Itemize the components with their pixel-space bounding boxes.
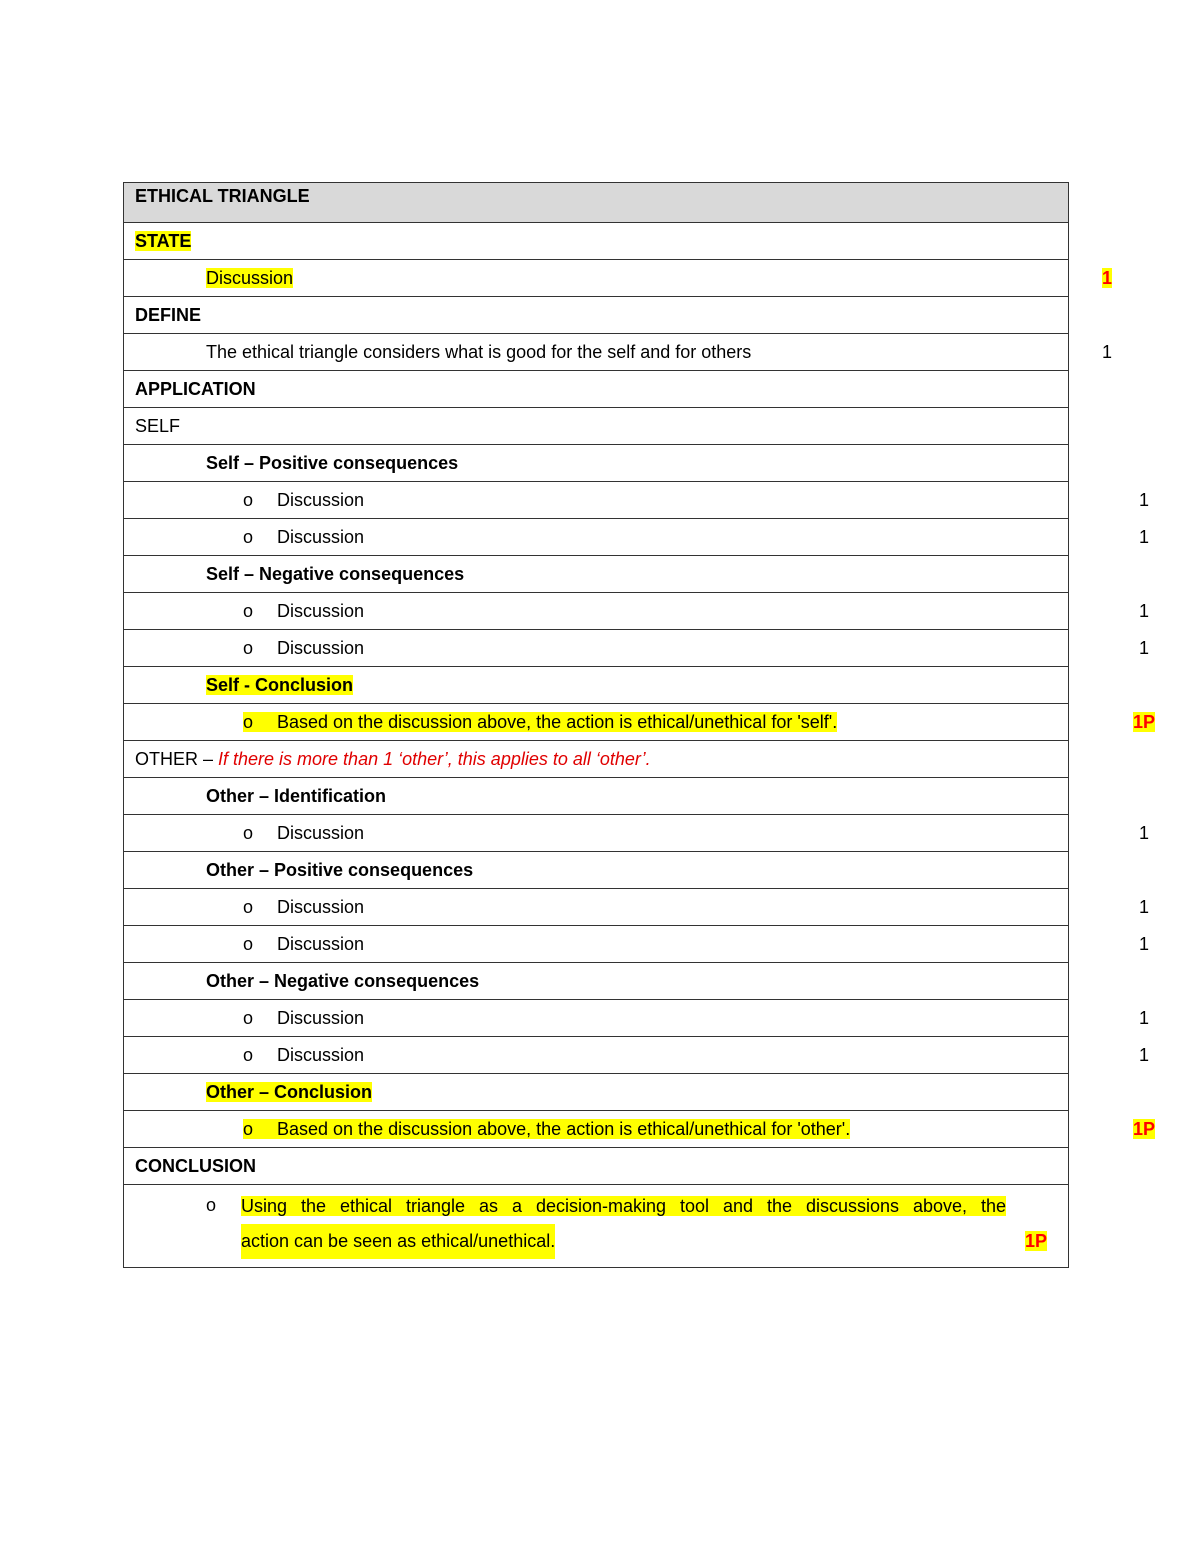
other-label: OTHER – xyxy=(135,748,219,769)
bullet-marker: o xyxy=(206,1195,217,1215)
conclusion-mark: 1P xyxy=(1024,1231,1048,1251)
bullet-marker: o xyxy=(243,1044,254,1065)
other-conclusion-row xyxy=(124,1111,1069,1148)
other-identification-heading: Other – Identification xyxy=(206,785,387,806)
other-conclusion-mark: 1P xyxy=(1132,1118,1156,1139)
application-heading: APPLICATION xyxy=(124,371,1069,408)
bullet-marker: o xyxy=(243,600,254,621)
other-positive-heading-row xyxy=(124,852,1069,889)
discussion-mark: 1 xyxy=(1138,489,1149,510)
list-item xyxy=(124,593,1069,630)
bullet-marker: o xyxy=(243,896,254,917)
discussion-mark: 1 xyxy=(1138,822,1149,843)
other-conclusion-heading: Other – Conclusion xyxy=(206,1081,373,1102)
table-header-row xyxy=(124,183,1069,223)
self-conclusion-heading: Self - Conclusion xyxy=(206,674,354,695)
self-conclusion-row xyxy=(124,704,1069,741)
bullet-marker: o xyxy=(243,1118,254,1139)
conclusion-line-2: action can be seen as ethical/unethical. xyxy=(241,1224,555,1259)
conclusion-line-1: Using the ethical triangle as a decision-making tool and the discussions above, the xyxy=(241,1196,1006,1216)
define-item-mark: 1 xyxy=(1101,341,1112,362)
discussion-text: Discussion xyxy=(277,896,365,917)
other-negative-heading: Other – Negative consequences xyxy=(206,970,480,991)
list-item xyxy=(124,926,1069,963)
self-conclusion-mark: 1P xyxy=(1132,711,1156,732)
other-label-row xyxy=(124,741,1069,778)
list-item xyxy=(124,482,1069,519)
state-item-mark: 1 xyxy=(1101,267,1112,288)
bullet-marker: o xyxy=(243,711,254,732)
bullet-marker: o xyxy=(243,822,254,843)
discussion-text: Discussion xyxy=(277,526,365,547)
discussion-mark: 1 xyxy=(1138,933,1149,954)
conclusion-body-row xyxy=(124,1185,1069,1268)
list-item xyxy=(124,1000,1069,1037)
discussion-mark: 1 xyxy=(1138,526,1149,547)
other-conclusion-heading-row xyxy=(124,1074,1069,1111)
discussion-text: Discussion xyxy=(277,637,365,658)
discussion-mark: 1 xyxy=(1138,896,1149,917)
discussion-text: Discussion xyxy=(277,489,365,510)
self-conclusion-text: Based on the discussion above, the action is ethical/unethical for 'self'. xyxy=(277,711,838,732)
state-item-row xyxy=(124,260,1069,297)
bullet-marker: o xyxy=(243,489,254,510)
discussion-text: Discussion xyxy=(277,1044,365,1065)
list-item xyxy=(124,1037,1069,1074)
state-heading-row xyxy=(124,223,1069,260)
discussion-mark: 1 xyxy=(1138,1007,1149,1028)
other-negative-heading-row xyxy=(124,963,1069,1000)
discussion-mark: 1 xyxy=(1138,1044,1149,1065)
list-item xyxy=(124,630,1069,667)
conclusion-heading-row xyxy=(124,1148,1069,1185)
self-positive-heading-row xyxy=(124,445,1069,482)
bullet-marker: o xyxy=(243,526,254,547)
other-conclusion-text: Based on the discussion above, the action is ethical/unethical for 'other'. xyxy=(277,1118,851,1139)
self-label: SELF xyxy=(124,408,1069,445)
ethical-triangle-table xyxy=(123,182,1156,1268)
conclusion-heading: CONCLUSION xyxy=(124,1148,1069,1185)
other-positive-heading: Other – Positive consequences xyxy=(206,859,474,880)
self-positive-heading: Self – Positive consequences xyxy=(206,452,459,473)
discussion-text: Discussion xyxy=(277,600,365,621)
list-item xyxy=(124,889,1069,926)
bullet-marker: o xyxy=(243,1007,254,1028)
self-negative-heading-row xyxy=(124,556,1069,593)
state-item-text: Discussion xyxy=(206,267,294,288)
discussion-text: Discussion xyxy=(277,1007,365,1028)
list-item xyxy=(124,815,1069,852)
discussion-text: Discussion xyxy=(277,933,365,954)
bullet-marker: o xyxy=(243,637,254,658)
discussion-mark: 1 xyxy=(1138,600,1149,621)
define-heading: DEFINE xyxy=(124,297,1069,334)
self-label-row xyxy=(124,408,1069,445)
other-note: If there is more than 1 ‘other’, this applies to all ‘other’. xyxy=(218,748,651,769)
table-title: ETHICAL TRIANGLE xyxy=(124,183,1069,223)
self-conclusion-heading-row xyxy=(124,667,1069,704)
define-heading-row xyxy=(124,297,1069,334)
bullet-marker: o xyxy=(243,933,254,954)
discussion-mark: 1 xyxy=(1138,637,1149,658)
self-negative-heading: Self – Negative consequences xyxy=(206,563,465,584)
state-heading: STATE xyxy=(135,230,192,251)
other-identification-heading-row xyxy=(124,778,1069,815)
define-item-text: The ethical triangle considers what is good for the self and for others xyxy=(206,341,752,362)
define-item-row xyxy=(124,334,1069,371)
discussion-text: Discussion xyxy=(277,822,365,843)
application-heading-row xyxy=(124,371,1069,408)
list-item xyxy=(124,519,1069,556)
